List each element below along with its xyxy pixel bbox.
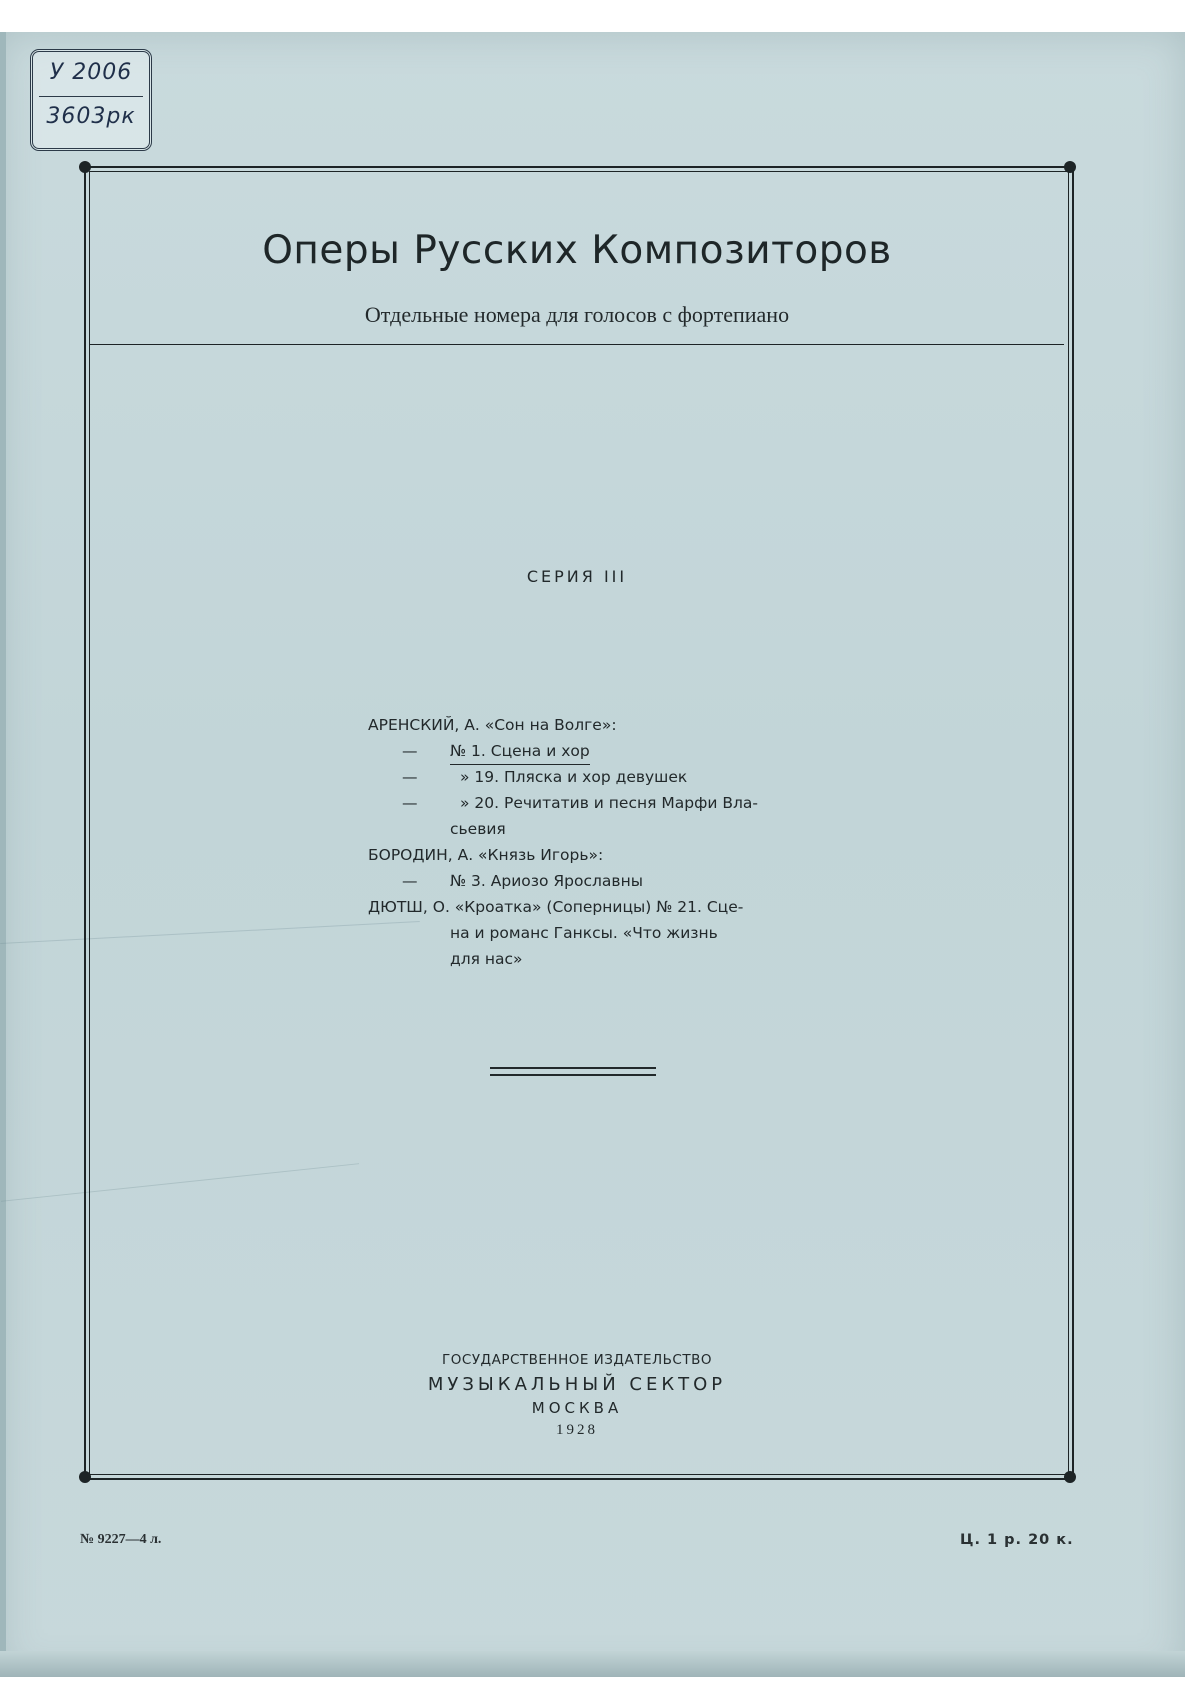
item-dash: — bbox=[402, 742, 418, 760]
catalog-number: № 9227—4 л. bbox=[80, 1532, 162, 1547]
contents-heading bbox=[368, 712, 798, 738]
contents-list bbox=[368, 712, 798, 972]
stamp-line-1: У 2006 bbox=[49, 60, 133, 85]
frame-corner-ornament bbox=[79, 1471, 91, 1483]
frame-corner-ornament bbox=[79, 161, 91, 173]
publisher-sector: МУЗЫКАЛЬНЫЙ СЕКТОР bbox=[427, 1374, 727, 1395]
stamp-line-2: 3603рк bbox=[46, 104, 136, 129]
list-item bbox=[368, 790, 798, 816]
item-text: № 3. Ариозо Ярославны bbox=[450, 872, 643, 890]
list-item-continuation bbox=[368, 946, 798, 972]
list-item bbox=[368, 764, 798, 790]
item-text: » 20. Речитатив и песня Марфи Вла- bbox=[460, 794, 758, 812]
item-text: № 1. Сцена и хор bbox=[450, 738, 590, 765]
composer-borodin: БОРОДИН, А. «Князь Игорь»: bbox=[368, 846, 604, 864]
item-dash: — bbox=[402, 768, 418, 786]
composer-dyutsh: ДЮТШ, О. «Кроатка» (Соперницы) № 21. Сце- bbox=[368, 898, 744, 916]
composer-arensky: АРЕНСКИЙ, А. «Сон на Волге»: bbox=[368, 716, 617, 734]
list-item bbox=[368, 738, 798, 764]
page-subtitle: Отдельные номера для голосов с фортепиано bbox=[364, 302, 790, 327]
item-text: на и романс Ганксы. «Что жизнь bbox=[450, 924, 718, 942]
item-text: сьевия bbox=[450, 820, 506, 838]
publisher-city: МОСКВА bbox=[531, 1399, 623, 1417]
double-rule-divider bbox=[490, 1067, 656, 1076]
library-stamp bbox=[30, 49, 152, 151]
frame-corner-ornament bbox=[1064, 1471, 1076, 1483]
list-item-continuation bbox=[368, 920, 798, 946]
publication-year: 1928 bbox=[556, 1422, 598, 1438]
price-label: Ц. 1 р. 20 к. bbox=[960, 1532, 1074, 1548]
contents-heading bbox=[368, 894, 798, 920]
publisher-name: ГОСУДАРСТВЕННОЕ ИЗДАТЕЛЬСТВО bbox=[442, 1352, 712, 1368]
frame-corner-ornament bbox=[1064, 161, 1076, 173]
list-item bbox=[368, 868, 798, 894]
item-dash: — bbox=[402, 872, 418, 890]
item-text: для нас» bbox=[450, 950, 523, 968]
item-dash: — bbox=[402, 794, 418, 812]
list-item-continuation bbox=[368, 816, 798, 842]
stamp-divider bbox=[39, 96, 143, 97]
page-title: Оперы Русских Композиторов bbox=[262, 228, 892, 273]
contents-heading bbox=[368, 842, 798, 868]
series-label: СЕРИЯ III bbox=[526, 567, 628, 586]
title-rule bbox=[90, 344, 1064, 345]
item-text: » 19. Пляска и хор девушек bbox=[460, 768, 688, 786]
